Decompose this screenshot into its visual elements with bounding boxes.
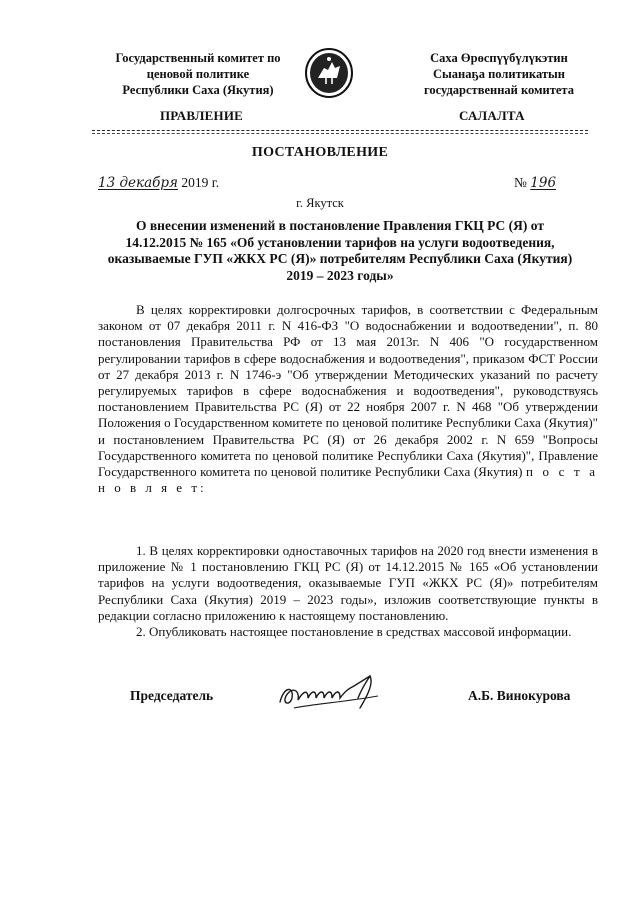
preamble-paragraph xyxy=(98,302,598,496)
issuer-russian xyxy=(98,50,298,98)
preamble-text: В целях корректировки долгосрочных тарифов, в соответствии с Федеральным законом от 07 декабря 2011 г. N 416-ФЗ "О водоснабжении и водоотведении", п. 80 постановления Правительства РФ от 13 мая 2013г. N 406 "О государственном регулировании тарифов в сфере водоснабжения и водоотведения", приказом ФСТ России от 27 декабря 2013 г. N 1746-э "Об утверждении Методических указаний по расчету регулируемых тарифов в сфере водоснабжения и водоотведения", руководствуясь постановлением Правительства РС (Я) от 22 ноября 2007 г. N 468 "Об утверждении Положения о Государственном комитете по ценовой политике Республики Саха (Якутия)" и постановлением Правительства РС (Я) от 26 декабря 2002 г. N 659 "Вопросы Государственного комитета по ценовой политике Республики Саха (Якутия)", Правление Государственного комитета по ценовой политике Республики Саха (Якутия) xyxy=(98,302,598,480)
date-year: 2019 г. xyxy=(181,175,220,190)
resolution-item-1: 1. В целях корректировки одноставочных тарифов на 2020 год внести изменения в приложение № 1 постановлению ГКЦ РС (Я) от 14.12.2015 № 165 «Об установлении тарифов на услуги водоотведения, оказываемые ГУП «ЖКХ РС (Я)» потребителям Республики Саха (Якутия) 2019 – 2023 годы», изложив соответствующие пункты в редакции согласно приложению к настоящему постановлению. xyxy=(98,543,598,623)
document-title xyxy=(100,218,580,284)
issuer-line: Саха Өрөспүүбүлүкэтин xyxy=(430,51,568,65)
signatory-role: Председатель xyxy=(130,688,214,703)
issuer-yakut xyxy=(399,50,599,98)
resolves-text: п о с т а н о в л я е т: xyxy=(98,464,599,496)
issuer-line: государственнай комитета xyxy=(424,83,574,97)
issuer-line: ценовой политике xyxy=(146,67,250,81)
board-label-russian: ПРАВЛЕНИЕ xyxy=(160,108,244,123)
board-label-yakut: САЛАЛТА xyxy=(459,108,525,123)
document-date xyxy=(98,175,219,191)
issuer-line: Государственный комитет по xyxy=(115,51,281,65)
signatory-name: А.Б. Винокурова xyxy=(468,688,571,703)
issuer-line: Республики Саха (Якутия) xyxy=(122,83,274,97)
header-divider xyxy=(92,130,588,131)
resolution-items xyxy=(98,543,598,640)
title-line: 14.12.2015 № 165 «Об установлении тарифов на услуги водоотведения, xyxy=(125,234,555,250)
handwritten-signature xyxy=(274,668,394,718)
document-type: ПОСТАНОВЛЕНИЕ xyxy=(251,145,389,160)
title-line: 2019 – 2023 годы» xyxy=(286,267,394,283)
coat-of-arms-emblem xyxy=(304,48,354,98)
number-prefix: № xyxy=(514,175,527,190)
document-city: г. Якутск xyxy=(296,196,344,210)
handwritten-date: 13 декабря xyxy=(98,175,178,191)
issuer-line: Сыанаҕа политикатын xyxy=(433,67,565,81)
title-line: О внесении изменений в постановление Правления ГКЦ РС (Я) от xyxy=(136,218,544,233)
document-number xyxy=(514,175,556,191)
resolution-item-2: 2. Опубликовать настоящее постановление в средствах массовой информации. xyxy=(136,624,572,640)
header-divider xyxy=(92,133,588,134)
title-line: оказываемые ГУП «ЖКХ РС (Я)» потребителям Республики Саха (Якутия) xyxy=(107,251,573,266)
handwritten-number: 196 xyxy=(530,175,557,191)
